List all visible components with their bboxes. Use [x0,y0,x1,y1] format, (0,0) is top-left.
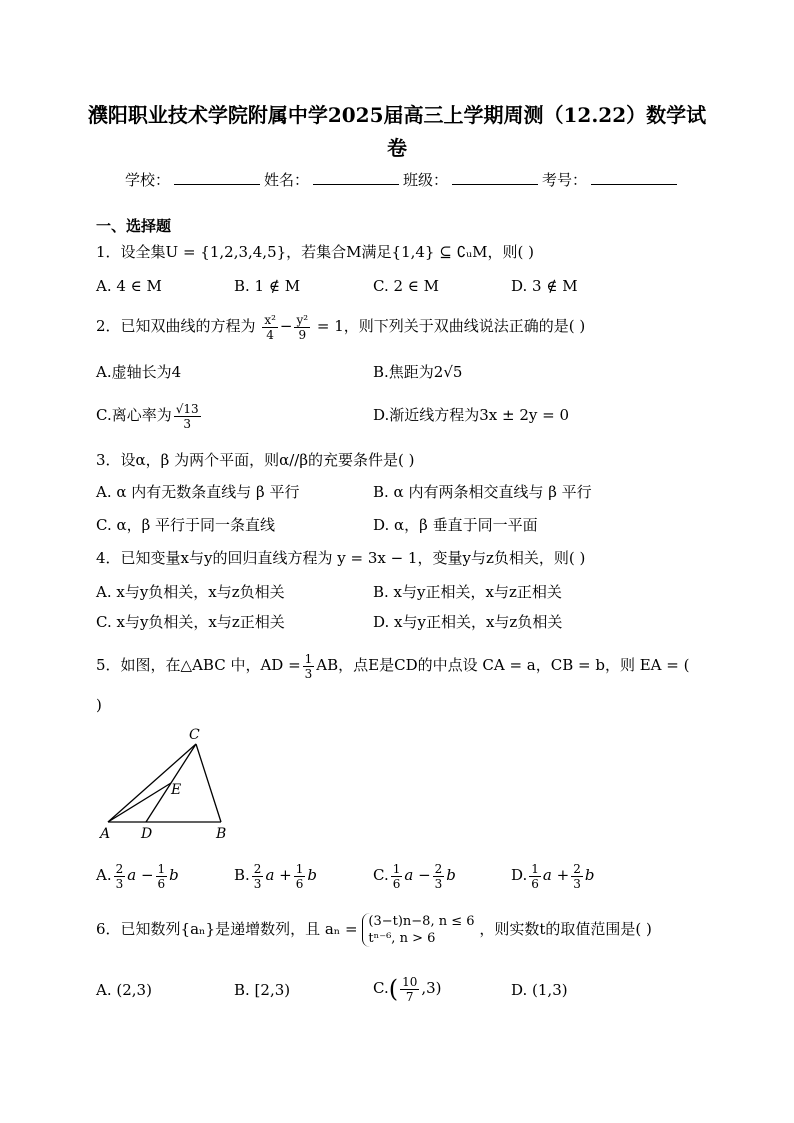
q1-option-c[interactable]: C. 2 ∈ M [373,277,440,295]
q5-option-a-tail: b [169,866,179,884]
q6-option-c[interactable] [373,969,442,1008]
q5-option-b-frac2 [294,862,306,891]
q5-option-c[interactable] [373,858,456,892]
q5-option-b[interactable] [234,858,317,892]
q2-frac-x-num: x² [264,312,276,327]
q6-option-c-label: C. [373,979,389,997]
q5-option-d-n2: 2 [573,861,581,876]
q5-stem-post: AB，点E是CD的中点设 CA = a，CB = b，则 EA = ( [316,656,690,674]
q5-option-b-label: B. [234,866,250,884]
q6-option-d[interactable]: D. (1,3) [511,981,568,999]
label-e: E [171,782,182,798]
q5-option-b-n1: 2 [253,861,262,876]
label-c: C [189,727,200,743]
q5-option-a-d2: 6 [157,876,166,891]
q2-frac-x [262,313,278,342]
q5-option-b-frac1 [252,862,264,891]
q6-option-c-paren: ( [388,975,399,1003]
q2-stem-pre: 2．已知双曲线的方程为 [96,317,256,335]
q5-option-c-n1: 1 [392,861,401,876]
q4-option-a[interactable]: A. x与y负相关，x与z负相关 [96,583,285,601]
q2-frac-y-num: y² [296,312,309,327]
question-2-stem [96,309,585,343]
q4-option-b[interactable]: B. x与y正相关，x与z正相关 [373,583,562,601]
q5-option-c-frac2 [433,862,445,891]
exam-title-line1: 濮阳职业技术学院附属中学2025届高三上学期周测（12.22）数学试 [87,103,707,127]
number-label: 考号： [542,171,588,189]
q2-minus: − [279,317,293,335]
q5-option-b-op: a + [265,866,292,884]
q2-option-c[interactable] [96,396,203,434]
q2-option-b[interactable]: B.焦距为2√5 [373,363,463,381]
q5-option-c-n2: 2 [434,861,443,876]
q2-stem-post: = 1，则下列关于双曲线说法正确的是( ) [316,317,586,335]
q5-option-d[interactable] [511,858,594,892]
question-3-stem: 3．设α，β 为两个平面，则α//β的充要条件是( ) [96,451,415,469]
q5-option-d-frac1 [529,862,541,891]
q6-option-a[interactable]: A. (2,3) [96,981,152,999]
class-blank[interactable] [452,170,538,185]
q5-stem-pre: 5．如图，在△ABC 中，AD = [96,656,301,674]
q1-option-b[interactable]: B. 1 ∉ M [234,277,301,295]
q6-option-c-den: 7 [405,989,414,1004]
q5-option-a-op: a − [127,866,154,884]
q2-option-c-frac [174,402,201,431]
q5-option-b-d2: 6 [295,876,304,891]
q2-option-d[interactable]: D.渐近线方程为3x ± 2y = 0 [373,406,570,424]
q3-option-b[interactable]: B. α 内有两条相交直线与 β 平行 [373,483,592,501]
label-b: B [216,826,227,842]
q5-option-d-tail: b [584,866,595,884]
q4-option-d[interactable]: D. x与y正相关，x与z负相关 [373,613,563,631]
q6-stem-pre: 6．已知数列{aₙ}是递增数列，且 aₙ = [96,920,358,938]
number-blank[interactable] [591,170,677,185]
q2-frac-y-den: 9 [298,327,307,342]
segment-ae [108,783,171,822]
q5-option-d-n1: 1 [531,861,539,876]
q5-option-d-op: a + [542,866,570,884]
q5-option-c-d1: 6 [392,876,401,891]
question-4-stem: 4．已知变量x与y的回归直线方程为 y = 3x − 1，变量y与z负相关，则( ) [96,549,586,567]
q5-option-a-label: A. [96,866,112,884]
q6-option-c-frac [400,975,419,1004]
side-ac [108,744,196,822]
exam-title-line2: 卷 [387,136,407,160]
name-blank[interactable] [313,170,399,185]
student-info-row [125,170,681,190]
q5-option-a-n2: 1 [157,861,166,876]
triangle-figure [96,722,246,844]
q6-case-1: (3−t)n−8, n ≤ 6 [368,914,475,929]
q5-frac-den: 3 [304,666,313,681]
label-d: D [141,826,153,842]
q5-frac [303,652,315,681]
school-label: 学校： [125,171,171,189]
class-label: 班级： [403,171,449,189]
q5-option-b-tail: b [307,866,317,884]
q2-option-c-den: 3 [183,416,191,431]
school-blank[interactable] [174,170,260,185]
q3-option-a[interactable]: A. α 内有无数条直线与 β 平行 [96,483,300,501]
side-bc [196,744,221,822]
q6-option-c-num: 10 [402,974,418,989]
q5-option-a-frac1 [114,862,126,891]
q5-option-c-op: a − [404,866,431,884]
q5-option-a[interactable] [96,858,179,892]
question-5-stem [96,648,689,682]
section-heading: 一、选择题 [96,217,172,235]
question-1-stem: 1．设全集U = {1,2,3,4,5}，若集合M满足{1,4} ⊆ ∁ᵤM，则( ) [96,243,534,261]
q6-piecewise [362,913,474,947]
q2-option-c-label: C.离心率为 [96,406,172,424]
q5-option-a-d1: 3 [115,876,124,891]
q5-option-c-tail: b [446,866,456,884]
q5-option-d-d1: 6 [531,876,539,891]
q5-option-c-label: C. [373,866,389,884]
label-a: A [100,826,111,842]
q6-option-b[interactable]: B. [2,3) [234,981,291,999]
q6-stem-post: ，则实数t的取值范围是( ) [479,920,652,938]
question-6-stem [96,910,652,948]
q2-option-c-num: √13 [175,401,199,416]
q5-option-a-n1: 2 [115,861,124,876]
q6-case-2: tⁿ⁻⁶, n > 6 [368,931,436,946]
q5-option-c-frac1 [391,862,403,891]
q2-frac-x-den: 4 [266,327,274,342]
q5-frac-num: 1 [304,651,313,666]
q5-option-a-frac2 [156,862,168,891]
q5-option-b-d1: 3 [253,876,262,891]
q2-option-a[interactable]: A.虚轴长为4 [96,363,182,381]
q2-frac-y [294,313,310,342]
q4-option-c[interactable]: C. x与y负相关，x与z正相关 [96,613,285,631]
q5-option-d-d2: 3 [573,876,581,891]
q5-option-b-n2: 1 [295,861,304,876]
q5-stem-close: ) [96,696,102,714]
name-label: 姓名： [264,171,310,189]
q1-option-d[interactable]: D. 3 ∉ M [511,277,578,295]
q5-option-d-frac2 [571,862,583,891]
q3-option-d[interactable]: D. α，β 垂直于同一平面 [373,516,538,534]
q1-option-a[interactable]: A. 4 ∈ M [96,277,162,295]
q5-option-c-d2: 3 [434,876,443,891]
q5-option-d-label: D. [511,866,528,884]
q3-option-c[interactable]: C. α，β 平行于同一条直线 [96,516,276,534]
q6-option-c-post: ,3) [421,979,442,997]
